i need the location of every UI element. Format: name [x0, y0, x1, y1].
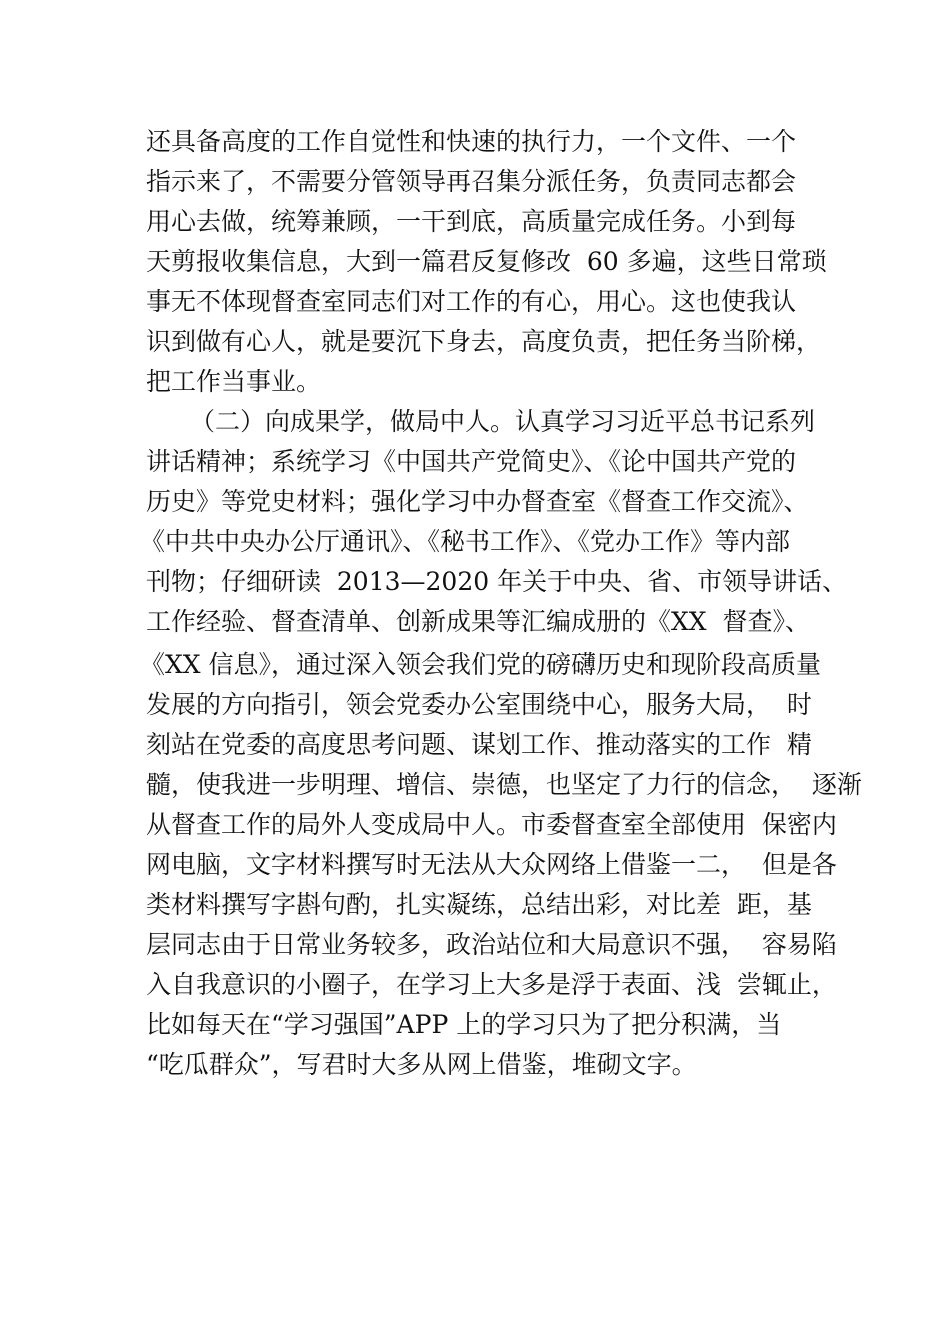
paragraph1-line-1: 还具备高度的工作自觉性和快速的执行力，一个文件、一个 — [146, 127, 797, 156]
paragraph2-line-7: 《XX 信息》，通过深入领会我们党的磅礴历史和现阶段高质量 — [140, 650, 822, 679]
paragraph2-line-4: 《中共中央办公厅通讯》、《秘书工作》、《党办工作》等内部 — [140, 527, 791, 556]
paragraph2-line-8: 发展的方向指引，领会党委办公室围绕中心，服务大局， 时 — [146, 690, 812, 719]
paragraph2-line-12: 网电脑，文字材料撰写时无法从大众网络上借鉴一二， 但是各 — [146, 850, 837, 879]
paragraph1-line-4: 天剪报收集信息，大到一篇君反复修改 60 多遍，这些日常琐 — [146, 247, 827, 276]
paragraph2-line-11: 从督查工作的局外人变成局中人。市委督查室全部使用 保密内 — [146, 810, 837, 839]
paragraph2-line-5: 刊物；仔细研读 2013—2020 年关于中央、省、市领导讲话、 — [146, 567, 848, 596]
paragraph2-line-1: （二）向成果学，做局中人。认真学习习近平总书记系列 — [190, 407, 816, 436]
paragraph2-line-13: 类材料撰写字斟句酌，扎实凝练，总结出彩，对比差 距，基 — [146, 890, 812, 919]
paragraph2-line-6: 工作经验、督查清单、创新成果等汇编成册的《XX 督查》、 — [146, 607, 810, 636]
paragraph1-line-3: 用心去做，统筹兼顾，一干到底，高质量完成任务。小到每 — [146, 207, 797, 236]
paragraph1-line-5: 事无不体现督查室同志们对工作的有心，用心。这也使我认 — [146, 287, 797, 316]
paragraph2-line-9: 刻站在党委的高度思考问题、谋划工作、推动落实的工作 精 — [146, 730, 812, 759]
paragraph2-line-3: 历史》等党史材料；强化学习中办督查室《督查工作交流》、 — [146, 487, 809, 516]
paragraph1-line-6: 识到做有心人，就是要沉下身去，高度负责，把任务当阶梯， — [146, 327, 822, 356]
paragraph2-line-17: “吃瓜群众”，写君时大多从网上借鉴，堆砌文字。 — [146, 1050, 697, 1079]
paragraph1-line-2: 指示来了，不需要分管领导再召集分派任务，负责同志都会 — [146, 167, 797, 196]
paragraph1-line-7: 把工作当事业。 — [146, 367, 322, 396]
paragraph2-line-16: 比如每天在“学习强国”APP 上的学习只为了把分积满，当 — [146, 1010, 782, 1039]
paragraph2-line-2: 讲话精神；系统学习《中国共产党简史》、《论中国共产党的 — [146, 447, 797, 476]
paragraph2-line-10: 髓，使我进一步明理、增信、崇德，也坚定了力行的信念， 逐渐 — [146, 770, 862, 799]
paragraph2-line-15: 入自我意识的小圈子，在学习上大多是浮于表面、浅 尝辄止， — [146, 970, 837, 999]
paragraph2-line-14: 层同志由于日常业务较多，政治站位和大局意识不强， 容易陷 — [146, 930, 837, 959]
